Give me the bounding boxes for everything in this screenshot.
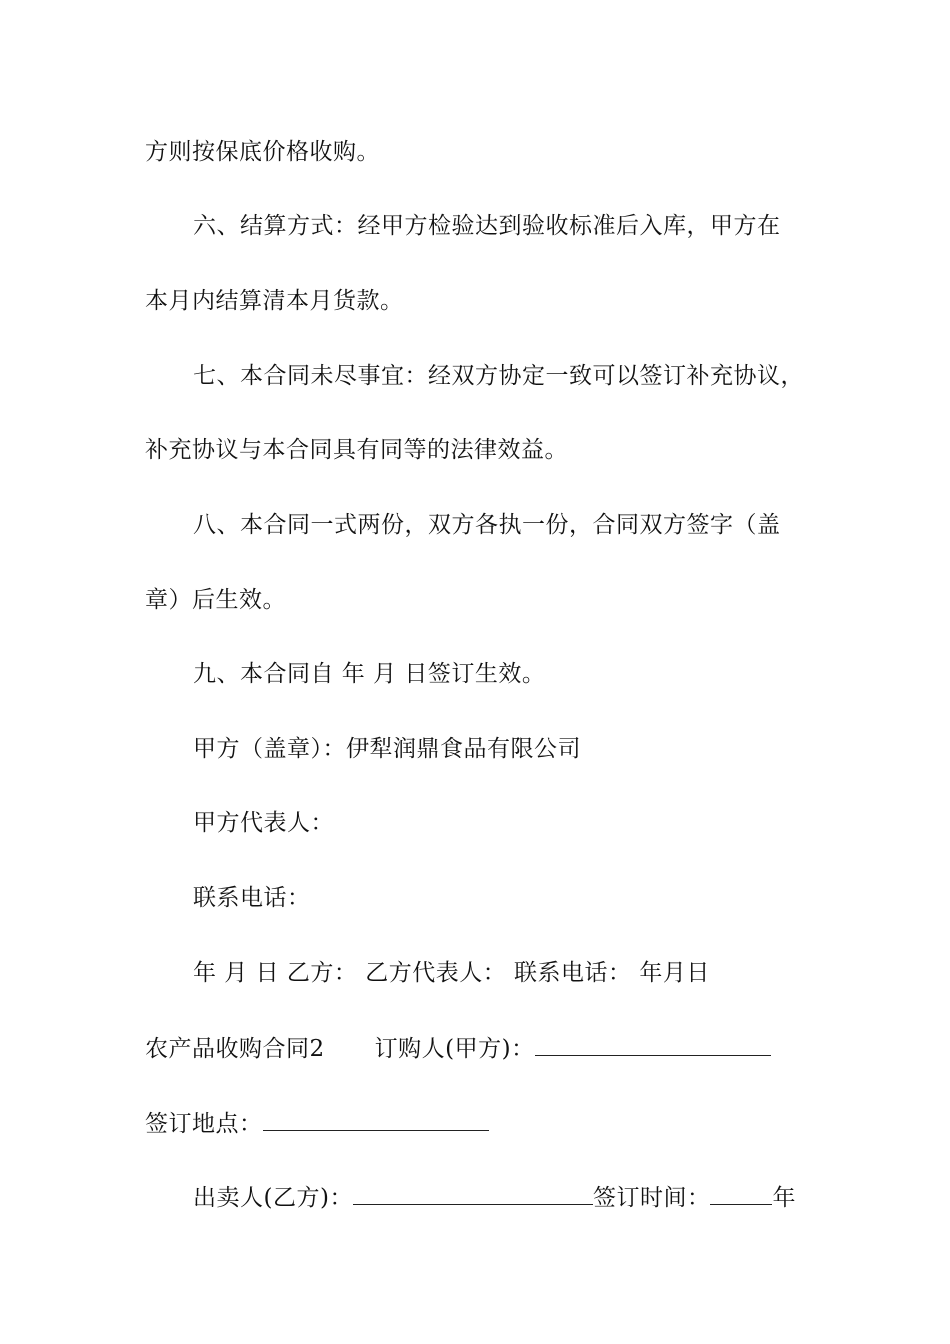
paragraph-line: 章）后生效。: [145, 587, 286, 613]
seller-line: [193, 1182, 796, 1213]
party-a-phone-line: 联系电话：: [193, 885, 311, 911]
contract-title: 农产品收购合同2: [145, 1036, 325, 1062]
signing-place-label: 签订地点：: [145, 1111, 263, 1137]
signature-date-line: 年 月 日 乙方： 乙方代表人： 联系电话： 年月日: [193, 960, 710, 986]
signing-place-line: [145, 1108, 489, 1139]
clause-nine-line: 九、本合同自 年 月 日签订生效。: [193, 661, 546, 687]
clause-six-line: 六、结算方式：经甲方检验达到验收标准后入库，甲方在: [193, 213, 781, 239]
paragraph-line: 本月内结算清本月货款。: [145, 288, 404, 314]
year-label: 年: [772, 1185, 796, 1211]
signing-year-blank: [710, 1182, 772, 1205]
clause-seven-line: 七、本合同未尽事宜：经双方协定一致可以签订补充协议，: [193, 363, 804, 389]
signing-place-blank: [263, 1108, 489, 1131]
clause-eight-line: 八、本合同一式两份，双方各执一份，合同双方签字（盖: [193, 512, 781, 538]
party-a-seal-line: 甲方（盖章）：伊犁润鼎食品有限公司: [193, 736, 581, 762]
party-a-representative-line: 甲方代表人：: [193, 810, 334, 836]
buyer-label: 订购人(甲方)：: [374, 1036, 535, 1062]
seller-blank: [353, 1182, 593, 1205]
signing-time-label: 签订时间：: [592, 1185, 711, 1211]
paragraph-line: 补充协议与本合同具有同等的法律效益。: [145, 437, 568, 463]
seller-label: 出卖人(乙方)：: [193, 1185, 353, 1211]
contract-two-header-line: [145, 1033, 771, 1064]
buyer-blank: [535, 1033, 771, 1056]
paragraph-line: 方则按保底价格收购。: [145, 139, 380, 165]
